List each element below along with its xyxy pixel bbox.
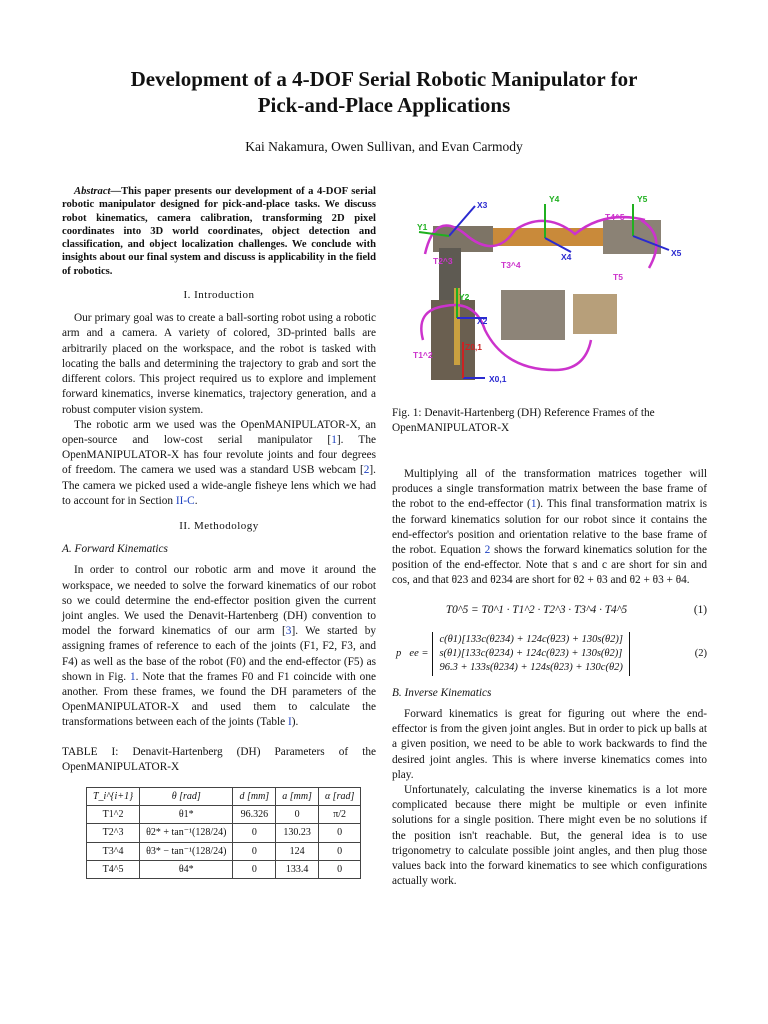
intro-paragraph-1: Our primary goal was to create a ball-sorting robot using a robotic arm and a camera. A variety of colored, 3D-printed balls are arbitrarily placed on the workspace, and the robot is tasked with locating the balls and determining the trajectory to grab and sort the different colors. This project required us to explore and implement forward kinematics, inverse kinematics, trajectory generation, and a robust computer vision system.	[62, 312, 376, 416]
frame-label: Y5	[637, 194, 648, 204]
intro-p2-part-b: ]. The OpenMANIPULATOR-X has four revolute joints and four degrees of freedom. The camera we used was a standard USB webcam [	[62, 433, 376, 477]
methodology-paragraph-1	[62, 563, 376, 730]
meth-p1-part-c: . Note that the frames F0 and F1 coincide with one another. From these frames, we found the DH parameters of the OpenMANIPULATOR-X and used them to calculate the transformations between each of the joints (Table	[62, 670, 376, 729]
frame-label: X3	[477, 200, 488, 210]
paper-title	[0, 66, 768, 118]
frame-label: Y2	[459, 292, 470, 302]
gripper-shape	[573, 294, 617, 334]
figure-link-1[interactable]: 1	[129, 670, 136, 683]
frame-label: X5	[671, 248, 682, 258]
frame-label: T1^2	[413, 350, 433, 360]
citation-link-1[interactable]: 1	[331, 433, 337, 446]
table-cell: 124	[276, 842, 319, 860]
subsection-forward-kinematics: A. Forward Kinematics	[62, 543, 168, 556]
table-cell: T4^5	[87, 860, 140, 878]
frame-label: T5	[613, 272, 623, 282]
figure-caption: Fig. 1: Denavit-Hartenberg (DH) Reference Frames of the OpenMANIPULATOR-X	[392, 407, 655, 435]
intro-p2-part-d: .	[194, 494, 198, 507]
intro-p2-part-c: ]. The camera we picked used a wide-angle fisheye lens which we had to account for in Section	[62, 464, 376, 507]
table-cell: θ4*	[140, 860, 233, 878]
table-header-cell: α [rad]	[318, 787, 360, 805]
table-row	[87, 806, 361, 824]
intro-p2-part-a: The robotic arm we used was the OpenMANIPULATOR-X, an open-source and low-cost serial manipulator [	[62, 418, 376, 446]
title-line-2: Pick-and-Place Applications	[257, 93, 511, 117]
section-link-II-C[interactable]: II-C	[175, 494, 195, 507]
title-line-1: Development of a 4-DOF Serial Robotic Manipulator for	[130, 67, 638, 91]
abstract	[62, 185, 376, 278]
table-cell: 0	[318, 824, 360, 842]
frame-label: T4^5	[605, 212, 625, 222]
dh-parameter-table	[86, 787, 361, 879]
equation-2	[396, 632, 707, 676]
table-row	[87, 824, 361, 842]
frame-label: X0,1	[489, 374, 507, 384]
citation-link-2[interactable]: 2	[363, 464, 370, 477]
gripper-shape	[501, 290, 565, 340]
meth-p1-part-b: ]. We started by assigning frames of reference to each of the joints (F1, F2, F3, and F4) as well as the base of the robot (F0) and the end-effector (F5) as shown in Fig.	[62, 625, 376, 683]
table-header-row	[87, 787, 361, 805]
table-cell: T3^4	[87, 842, 140, 860]
right-paragraph-1	[392, 467, 707, 589]
frame-label: X2	[477, 316, 488, 326]
robot-arm-diagram	[405, 190, 688, 398]
table-row	[87, 842, 361, 860]
abstract-text: —This paper presents our development of a 4-DOF serial robotic manipulator designed for pick-and-place tasks. We discuss robot kinematics, camera calibration, transforming 2D pixel coordinates into 3D world coordinates, object detection and classification, and object localization challenges. We conclude with insights about our final system and discuss is applicability in the field of robotics.	[62, 186, 376, 277]
citation-link-3[interactable]: 3	[285, 625, 292, 638]
frame-label: Z0,1	[465, 342, 483, 352]
equation-1-body: T0^5 = T0^1 · T1^2 · T2^3 · T3^4 · T4^5	[445, 603, 628, 616]
table-cell: 0	[233, 842, 276, 860]
table-cell: 0	[318, 860, 360, 878]
table-cell: 96.326	[233, 806, 276, 824]
meth-p1-part-d: ).	[291, 716, 299, 729]
right-p1-part-a: Multiplying all of the transformation matrices together will produces a single transformation matrix between the base frame of the robot to the end-effector (	[392, 468, 707, 511]
frame-label: T3^4	[501, 260, 521, 270]
table-header-cell: a [mm]	[276, 787, 319, 805]
table-row	[87, 860, 361, 878]
section-heading-intro: I. Introduction	[183, 289, 255, 302]
table-cell: T1^2	[87, 806, 140, 824]
equation-2-number: (2)	[694, 647, 707, 659]
matrix-row: c(θ1)[133c(θ234) + 124c(θ23) + 130s(θ2)]	[439, 633, 623, 645]
frame-label: Y4	[549, 194, 560, 204]
frame-label: Y1	[417, 222, 428, 232]
right-paragraph-2: Forward kinematics is great for figuring out where the end-effector is from the given joint angles. But in order to pick up balls at a given position, we need to be able to work backwards to find the desired joint angles. This is where inverse kinematics comes into play.	[392, 708, 707, 781]
equation-link-1[interactable]: 1	[530, 498, 537, 511]
frame-label: X4	[561, 252, 572, 262]
abstract-label: Abstract	[74, 186, 111, 197]
subsection-inverse-kinematics: B. Inverse Kinematics	[392, 686, 492, 699]
right-paragraph-3: Unfortunately, calculating the inverse kinematics is a lot more complicated because there might be multiple or even infinite solutions for a single position. There might even be no solutions if the position isn't reachable. But, the general idea is to use trigonometry to calculate possible joint angles, and then plug those values back into the forward kinematics to see which configurations actually work.	[392, 784, 707, 888]
equation-1	[392, 603, 707, 618]
table-cell: 0	[233, 860, 276, 878]
matrix-row: 96.3 + 133s(θ234) + 124s(θ23) + 130c(θ2)	[439, 661, 623, 673]
table-header-cell: d [mm]	[233, 787, 276, 805]
table-caption: TABLE I: Denavit-Hartenberg (DH) Parameters of the OpenMANIPULATOR-X	[62, 745, 376, 773]
meth-p1-part-a: In order to control our robotic arm and move it around the workspace, we needed to solve the forward kinematics of our robot so we could determine the end-effector position given the current joint angles. We used the Denavit-Hartenberg (DH) convention to model the forward kinematics of our arm [	[62, 564, 376, 638]
table-cell: 0	[318, 842, 360, 860]
arm-base-shape	[431, 300, 475, 380]
table-link-I[interactable]: I	[288, 716, 292, 729]
section-heading-methodology: II. Methodology	[179, 519, 259, 532]
table-cell: 130.23	[276, 824, 319, 842]
table-cell: π/2	[318, 806, 360, 824]
equation-1-number: (1)	[693, 603, 707, 616]
table-cell: θ2* + tan⁻¹(128/24)	[140, 824, 233, 842]
table-header-cell: T_i^{i+1}	[87, 787, 140, 805]
right-column	[392, 467, 707, 889]
authors: Kai Nakamura, Owen Sullivan, and Evan Carmody	[245, 139, 523, 154]
frame-label: T2^3	[433, 256, 453, 266]
table-cell: 0	[233, 824, 276, 842]
equation-link-2[interactable]: 2	[484, 544, 491, 557]
table-cell: 133.4	[276, 860, 319, 878]
right-p1-part-c: shows the forward kinematics solution for the position of the end-effector. Note that s and c are short for sin and cos, and that θ23 and θ234 are short for θ2 + θ3 and θ2 + θ3 + θ4.	[392, 544, 707, 587]
position-vector-matrix	[432, 632, 630, 676]
table-cell: 0	[276, 806, 319, 824]
equation-2-lhs: p⃗ee =	[396, 647, 429, 659]
intro-paragraph-2	[62, 418, 376, 509]
table-cell: θ1*	[140, 806, 233, 824]
right-p1-part-b: ). This final transformation matrix is the forward kinematics solution for our robot since it contains the end-effector's position and orientation relative to the base frame of the robot. Equation	[392, 498, 707, 557]
table-cell: T2^3	[87, 824, 140, 842]
left-column	[62, 185, 376, 879]
table-cell: θ3* − tan⁻¹(128/24)	[140, 842, 233, 860]
matrix-row: s(θ1)[133c(θ234) + 124c(θ23) + 130s(θ2)]	[439, 647, 623, 659]
table-header-cell: θ [rad]	[140, 787, 233, 805]
dh-frames-figure	[405, 190, 688, 398]
